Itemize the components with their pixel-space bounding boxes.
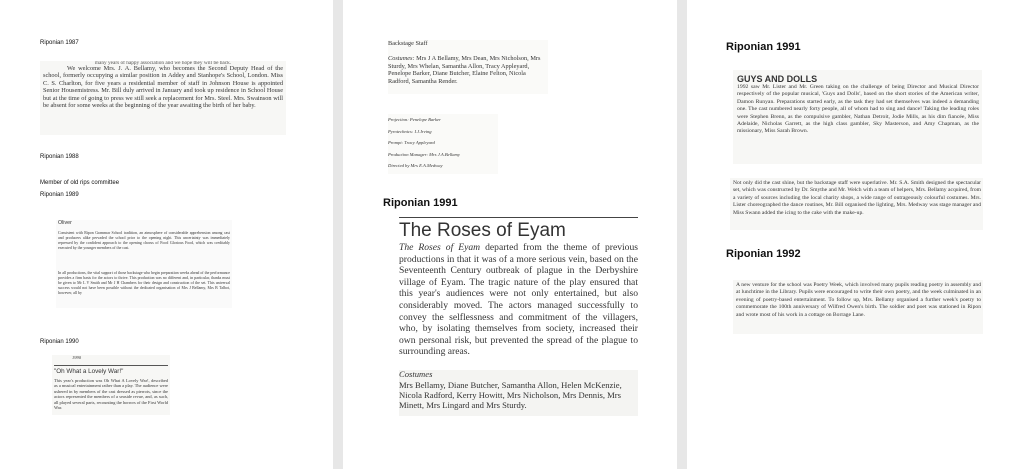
divider xyxy=(54,365,168,366)
costumes-heading: Costumes xyxy=(399,370,433,379)
heading-riponian-1991: Riponian 1991 xyxy=(383,197,458,209)
credit-line: Directed by Mrs E.A.Medway xyxy=(388,163,443,169)
clipping-paragraph: Consistent with Ripon Grammar School tradition, an atmosphere of considerable apprehension among cast and producers alike pervaded the school prior to the opening night. This uncertainty was immediately repressed by the confident approach to the opening chorus of Food Glorious Food, which was creditably executed by the younger members of the cast. xyxy=(58,230,230,250)
clipping-cut-line: many years of happy association and we hope they will be back. xyxy=(94,61,232,65)
costumes-paragraph xyxy=(388,55,548,85)
credit-line: Prompt: Tracy Appleyard xyxy=(388,140,435,146)
credit-line: Pyrotechnics: I.J.Irving xyxy=(388,128,432,134)
divider xyxy=(399,217,638,218)
clipping-backstage-staff xyxy=(388,40,548,94)
credit-line: Projection: Penelope Barker xyxy=(388,117,441,122)
heading-riponian-1991: Riponian 1991 xyxy=(726,41,801,53)
document-page-3 xyxy=(687,0,1024,469)
clipping-title: Oliver xyxy=(58,220,72,226)
committee-line: Member of old rips committee xyxy=(40,180,120,186)
article-text: departed from the theme of previous productions in that it was of a more serious vein, based on the Seventeenth Century outbreak of plague in the Derbyshire village of Eyam. The tragic nature of the play ensured that this year's audiences were not only entertained, but also considerably moved. The actors managed successfully to convey the selflessness and commitment of the villagers, who, by isolating themselves from society, increased their own personal risk, but prevented the spread of the plague to surrounding areas. xyxy=(399,242,638,358)
clipping-poetry-week xyxy=(733,280,983,334)
heading-riponian-1990: Riponian 1990 xyxy=(40,339,79,345)
clipping-1989 xyxy=(56,220,232,308)
article-body xyxy=(399,242,638,358)
heading-riponian-1987: Riponian 1987 xyxy=(40,40,79,46)
clipping-title: "Oh What a Lovely War!" xyxy=(54,367,124,375)
clipping-roses-of-eyam xyxy=(399,217,638,365)
heading-riponian-1989: Riponian 1989 xyxy=(40,192,79,198)
clipping-1990 xyxy=(52,355,170,415)
clipping-text: This year's production was Oh What A Lovely War!, described as a musical entertainment rather than a play. The audience were ushered in by members of the cast dressed as pierrots, since the actors represented the members of a seaside revue, and, as such, all played several parts, recounting the horrors of the First World War. xyxy=(54,378,168,411)
clipping-1987 xyxy=(40,61,286,135)
article-body: A new venture for the school was Poetry Week, which involved many pupils reading poetry in assembly and at lunchtime in the Library. Pupils were encouraged to write their own poetry, and the week culminated in an evening of poetry-based entertainment. To follow up, Mrs. Bellamy organised a further week's poetry to commemorate the 100th anniversary of Wilfred Owen's birth. The soldier and poet was stationed in Ripon and wrote most of his work in a cottage on Borrage Lane. xyxy=(736,282,981,318)
article-body: Not only did the cast shine, but the backstage staff were superlative. Mr. S.A. Smith designed the spectacular set, which was constructed by Dr. Smythe and Mr. Welch with a team of helpers, Mrs. Bellamy acquired, from a variety of sources including the local charity shops, a wide range of outrageously colourful costumes. Mrs. Lister choreographed the dance routines, Mr. Bill organised the lighting, Mrs. Medway was stage manager and Miss Swann added the icing to the cake with the make-up. xyxy=(733,180,981,216)
costumes-label: Costumes: xyxy=(388,55,415,63)
article-title: GUYS AND DOLLS xyxy=(737,74,818,84)
costumes-text: Mrs J A Bellamy, Mrs Dean, Mrs Nicholson, Mrs Sturdy, Mrs Whelan, Samantha Allon, Tracy Appleyard, Penelope Barker, Diane Butcher, Elaine Felton, Nicola Radford, Samantha Render. xyxy=(388,55,541,85)
article-body: 1992 saw Mr. Lister and Mr. Green taking on the challenge of being Director and Musical Director respectively of the popular musical, 'Guys and Dolls', based on the short stories of the American writer, Damon Runyan. Preparations started early, as the task they had set themselves was indeed a demanding one. The cast numbered nearly forty people, all of whom had to sing and dance! Taking the leading roles were Stephen Brenn, as the compulsive gambler, Nathan Detroit, Jodie Mills, as his dim fiancée, Miss Adelaide, Nicholas Garrett, as the high class gambler, Sky Masterson, and Amy Chapman, as the missionary, Miss Sarah Brown. xyxy=(737,84,979,135)
document-page-2 xyxy=(343,0,677,469)
heading-riponian-1988: Riponian 1988 xyxy=(40,154,79,160)
article-title: The Roses of Eyam xyxy=(399,220,566,241)
costumes-list: Mrs Bellamy, Diane Butcher, Samantha Allon, Helen McKenzie, Nicola Radford, Kerry Howitt, Mrs Nicholson, Mrs Dennis, Mrs Minett, Mrs Lingard and Mrs Sturdy. xyxy=(399,379,622,411)
clipping-guys-and-dolls xyxy=(733,70,982,164)
clipping-text: We welcome Mrs. J. A. Bellamy, who becomes the Second Deputy Head of the school, formerly occupying a similar position in Addey and Stanhope's School, London. Miss C. S. Charlton, for five years a residential member of staff in Johnson House is appointed Senior Housemistress. Mr. Bill duly arrived in January and took up residence in School House but at the time of going to press we still seek a replacement for Mrs. Steel. Mrs. Swainson will be absent for some weeks at the beginning of the year awaiting the birth of her baby. xyxy=(43,65,283,110)
clipping-year: 1990 xyxy=(72,355,81,360)
credit-line: Production Manager: Mrs J.A.Bellamy xyxy=(388,151,460,157)
clipping-costumes xyxy=(399,370,638,416)
backstage-title: Backstage Staff xyxy=(388,40,428,47)
document-page-1 xyxy=(0,0,333,469)
clipping-backstage xyxy=(730,178,983,230)
article-italic-title: The Roses of Eyam xyxy=(399,242,481,253)
clipping-credits xyxy=(388,114,498,174)
heading-riponian-1992: Riponian 1992 xyxy=(726,248,801,260)
clipping-paragraph: In all productions, the vital support of those backstage who begin preparation weeks ahead of the performance provides a firm basis for the actors to thrive. This production was no different and, in particular, thanks must be given to Mr L V Smith and Mr J H Chambers for their design and construction of the set. This universal success would not have been possible without the dedicated organisation of Mrs J Bellamy, Mrs B Talbot, however, all by xyxy=(58,270,230,295)
